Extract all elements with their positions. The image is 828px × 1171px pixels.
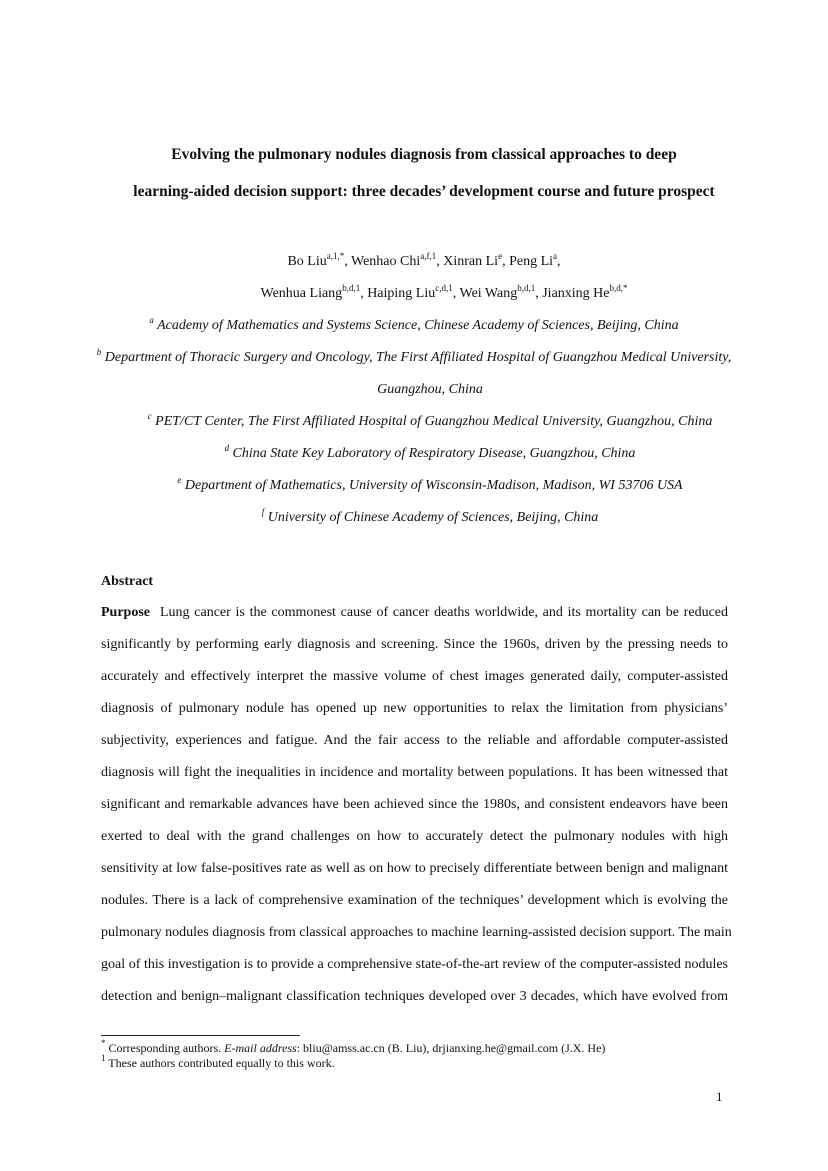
author-sup: a (553, 251, 558, 261)
purpose-label: Purpose (101, 605, 150, 620)
author-sup: c,d,1 (435, 283, 453, 293)
title-line-1: Evolving the pulmonary nodules diagnosis from classical approaches to deep (171, 146, 677, 163)
abstract-line: exerted to deal with the grand challenges on how to accurately detect the pulmonary nodules with high (101, 829, 728, 844)
affiliation-d: $^d$ China State Key Laboratory of Respiratory Disease, Guangzhou, China (224, 443, 636, 461)
author-name: Jianxing He (542, 286, 610, 301)
author-sup: b,d,1 (517, 283, 536, 293)
abstract-line: subjectivity, experiences and fatigue. And the fair access to the reliable and affordable computer-assisted (101, 733, 728, 748)
abstract-line: goal of this investigation is to provide a comprehensive state-of-the-art review of the computer-assisted nodules (101, 957, 728, 972)
affiliation-b-line-2: Guangzhou, China (377, 382, 483, 397)
author-sup: a,1,* (326, 251, 345, 261)
author-sup: b,d,* (609, 283, 628, 293)
author-name: Wei Wang (459, 286, 518, 301)
author-name: Xinran Li (443, 254, 499, 269)
footnote-corresponding: * Corresponding authors. E-mail address: bliu@amss.ac.cn (B. Liu), drjianxing.he@gmail.com (J.X. He) (101, 1038, 606, 1055)
author-line-2: Wenhua Liang$^{b,d,1}$, Haiping Liu$^{c,d,1}$, Wei Wang$^{b,d,1}$, Jianxing $He^{b,d,*}$ (260, 283, 628, 301)
author-name: Bo Liu (287, 254, 327, 269)
affiliation-c: $^c$ PET/CT Center, The First Affiliated Hospital of Guangzhou Medical University, Guangzhou, China (147, 411, 713, 429)
affiliation-f: $^f$ University of Chinese Academy of Sciences, Beijing, China (261, 507, 599, 525)
author-name: Haiping Liu (367, 286, 436, 301)
author-name: Peng Li (509, 254, 554, 269)
abstract-line: sensitivity at low false-positives rate as well as on how to precisely differentiate between benign and malignant (101, 861, 728, 876)
abstract-line: significant and remarkable advances have been achieved since the 1980s, and consistent endeavors have been (101, 797, 728, 812)
affiliation-b-line-1: $^b$ Department of Thoracic Surgery and Oncology, The First Affiliated Hospital of Guangzhou Medical University, (96, 347, 732, 365)
abstract-line: detection and benign–malignant classification techniques developed over 3 decades, which have evolved from (101, 989, 728, 1004)
footnote-divider (101, 1035, 300, 1036)
abstract-line: significantly by performing early diagnosis and screening. Since the 1960s, driven by the pressing needs to (101, 637, 728, 652)
author-line-1: Bo Liu$^{a,1,*}$, Wenhao Chi$^{a,f,1}$, Xinran Li$^e$, Peng Li$^a$, (287, 251, 561, 269)
author-name: Wenhao Chi (351, 254, 421, 269)
page-number: 1 (716, 1089, 723, 1104)
abstract-line: diagnosis of pulmonary nodule has opened up new opportunities to relax the limitation from physicians’ (101, 701, 728, 716)
author-name: Wenhua Liang (260, 286, 343, 301)
footnote-equal-contribution: $^1$ These authors contributed equally to this work. (101, 1053, 335, 1070)
title-line-2: learning-aided decision support: three decades’ development course and future prospect (133, 183, 715, 200)
abstract-heading: Abstract (101, 574, 154, 589)
abstract-line: diagnosis will fight the inequalities in incidence and mortality between populations. It has been witnessed that (101, 765, 728, 780)
author-sup: b,d,1 (342, 283, 361, 293)
affiliation-e: $^e$ Department of Mathematics, University of Wisconsin-Madison, Madison, WI 53706 USA (177, 475, 683, 493)
abstract-line: Purpose Lung cancer is the commonest cause of cancer deaths worldwide, and its mortality can be reduced (101, 605, 728, 620)
author-sup: a,f,1 (420, 251, 437, 261)
abstract-line: accurately and effectively interpret the massive volume of chest images generated daily, computer-assisted (101, 669, 728, 684)
affiliation-a: $^a$ Academy of Mathematics and Systems Science, Chinese Academy of Sciences, Beijing, China (149, 315, 679, 333)
author-sup: e (498, 251, 503, 261)
abstract-line: nodules. There is a lack of comprehensive examination of the techniques’ development which is evolving the (101, 893, 728, 908)
abstract-line: pulmonary nodules diagnosis from classical approaches to machine learning-assisted decision support. The main (101, 925, 732, 940)
